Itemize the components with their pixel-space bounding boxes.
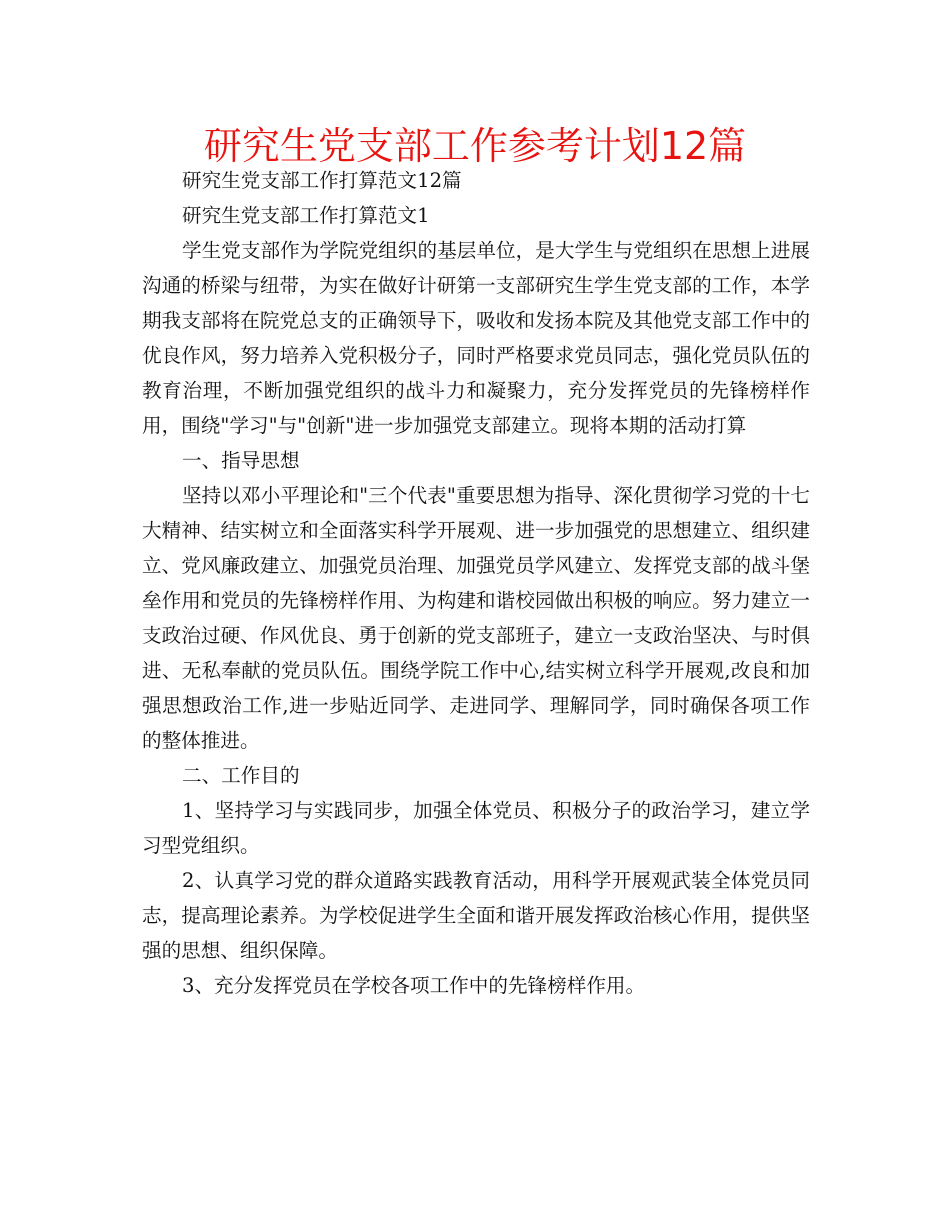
section-label-fanwen-1: 研究生党支部工作打算范文1 — [182, 204, 430, 227]
document-title: 研究生党支部工作参考计划12篇 — [203, 124, 747, 168]
goal-item-1: 1、坚持学习与实践同步，加强全体党员、积极分子的政治学习，建立学习型党组织。 — [142, 799, 810, 857]
guiding-ideology-paragraph: 坚持以邓小平理论和"三个代表"重要思想为指导、深化贯彻学习党的十七大精神、结实树立和全面落实科学开展观、进一步加强党的思想建立、组织建立、党风廉政建立、加强党员治理、加强党员学风建立、发挥党支部的战斗堡垒作用和党员的先锋榜样作用、为构建和谐校园做出积极的响应。努力建立一支政治过硬、作风优良、勇于创新的党支部班子，建立一支政治坚决、与时俱进、无私奉献的党员队伍。围绕学院工作中心,结实树立科学开展观,改良和加强思想政治工作,进一步贴近同学、走进同学、理解同学，同时确保各项工作的整体推进。 — [142, 484, 810, 752]
document-body — [142, 163, 810, 1003]
goal-item-3: 3、充分发挥党员在学校各项工作中的先锋榜样作用。 — [182, 974, 646, 997]
subtitle-line: 研究生党支部工作打算范文12篇 — [182, 169, 462, 192]
goal-item-2: 2、认真学习党的群众道路实践教育活动，用科学开展观武装全体党员同志，提高理论素养。为学校促进学生全面和谐开展发挥政治核心作用，提供坚强的思想、组织保障。 — [142, 869, 810, 962]
heading-guiding-ideology: 一、指导思想 — [182, 449, 300, 472]
intro-paragraph: 学生党支部作为学院党组织的基层单位，是大学生与党组织在思想上进展沟通的桥梁与纽带，为实在做好计研第一支部研究生学生党支部的工作，本学期我支部将在院党总支的正确领导下，吸收和发扬本院及其他党支部工作中的优良作风，努力培养入党积极分子，同时严格要求党员同志，强化党员队伍的教育治理，不断加强党组织的战斗力和凝聚力，充分发挥党员的先锋榜样作用，围绕"学习"与"创新"进一步加强党支部建立。现将本期的活动打算 — [142, 239, 810, 437]
heading-work-goals: 二、工作目的 — [182, 764, 300, 787]
